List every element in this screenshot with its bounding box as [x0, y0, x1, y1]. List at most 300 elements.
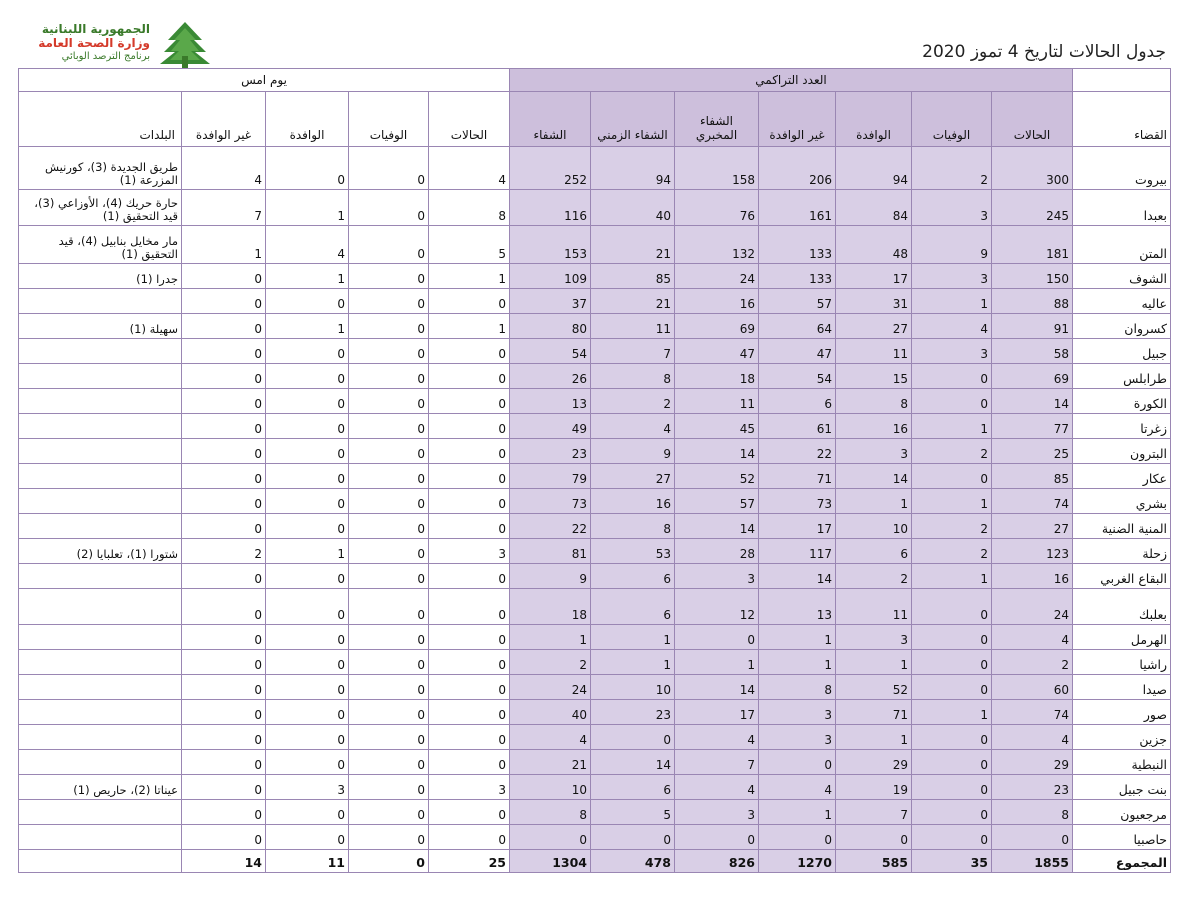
cumulative-value-cell: 0 — [912, 825, 992, 850]
yesterday-value-cell: 0 — [182, 589, 266, 625]
cumulative-value-cell: 3 — [912, 190, 992, 226]
cumulative-value-cell: 26 — [510, 364, 591, 389]
table-row — [19, 489, 1171, 514]
table-row — [19, 339, 1171, 364]
yesterday-value-cell: 0 — [182, 414, 266, 439]
district-name-cell: زغرتا — [1073, 414, 1171, 439]
cumulative-value-cell: 11 — [836, 339, 912, 364]
district-name-cell: عاليه — [1073, 289, 1171, 314]
cumulative-value-cell: 1 — [912, 700, 992, 725]
yesterday-value-cell: 0 — [429, 800, 510, 825]
cumulative-value-cell: 73 — [510, 489, 591, 514]
towns-cell — [19, 464, 182, 489]
yesterday-value-cell: 8 — [429, 190, 510, 226]
yesterday-value-cell: 0 — [182, 625, 266, 650]
yesterday-value-cell: 0 — [349, 464, 429, 489]
district-name-cell: كسروان — [1073, 314, 1171, 339]
cumulative-value-cell: 1855 — [992, 850, 1073, 873]
cumulative-value-cell: 21 — [510, 750, 591, 775]
cumulative-value-cell: 14 — [591, 750, 675, 775]
yesterday-value-cell: 0 — [266, 564, 349, 589]
cumulative-value-cell: 22 — [759, 439, 836, 464]
cumulative-value-cell: 17 — [675, 700, 759, 725]
yesterday-value-cell: 0 — [429, 625, 510, 650]
yesterday-value-cell: 0 — [266, 339, 349, 364]
cumulative-value-cell: 133 — [759, 226, 836, 264]
yesterday-value-cell: 0 — [266, 725, 349, 750]
cumulative-value-cell: 3 — [675, 564, 759, 589]
yesterday-value-cell: 0 — [266, 414, 349, 439]
cumulative-value-cell: 23 — [510, 439, 591, 464]
header-y-deaths: الوفيات — [349, 92, 429, 147]
table-row — [19, 650, 1171, 675]
cumulative-value-cell: 1 — [675, 650, 759, 675]
logo-line-1: الجمهورية اللبنانية — [41, 22, 150, 36]
group-cumulative: العدد التراكمي — [510, 69, 1073, 92]
cumulative-value-cell: 8 — [510, 800, 591, 825]
yesterday-value-cell: 0 — [182, 314, 266, 339]
cumulative-value-cell: 54 — [759, 364, 836, 389]
towns-cell — [19, 625, 182, 650]
cumulative-value-cell: 0 — [591, 725, 675, 750]
towns-cell — [19, 589, 182, 625]
cumulative-value-cell: 0 — [759, 825, 836, 850]
yesterday-value-cell: 1 — [266, 190, 349, 226]
yesterday-value-cell: 0 — [429, 589, 510, 625]
cumulative-value-cell: 16 — [836, 414, 912, 439]
district-name-cell: طرابلس — [1073, 364, 1171, 389]
cumulative-value-cell: 123 — [992, 539, 1073, 564]
cumulative-value-cell: 85 — [992, 464, 1073, 489]
yesterday-value-cell: 0 — [266, 800, 349, 825]
yesterday-value-cell: 4 — [266, 226, 349, 264]
cumulative-value-cell: 2 — [912, 539, 992, 564]
cumulative-value-cell: 81 — [510, 539, 591, 564]
district-name-cell: بيروت — [1073, 147, 1171, 190]
cumulative-value-cell: 53 — [591, 539, 675, 564]
cumulative-value-cell: 4 — [510, 725, 591, 750]
cumulative-value-cell: 3 — [759, 700, 836, 725]
district-name-cell: المتن — [1073, 226, 1171, 264]
cumulative-value-cell: 4 — [992, 725, 1073, 750]
cumulative-value-cell: 181 — [992, 226, 1073, 264]
cumulative-value-cell: 58 — [992, 339, 1073, 364]
header-c-deaths: الوفيات — [912, 92, 992, 147]
cumulative-value-cell: 21 — [591, 289, 675, 314]
yesterday-value-cell: 1 — [266, 264, 349, 289]
cumulative-value-cell: 11 — [675, 389, 759, 414]
towns-cell: طريق الجديدة (3)، كورنيش المزرعة (1) — [19, 147, 182, 190]
yesterday-value-cell: 0 — [182, 825, 266, 850]
cumulative-value-cell: 8 — [992, 800, 1073, 825]
yesterday-value-cell: 0 — [182, 514, 266, 539]
cumulative-value-cell: 14 — [675, 514, 759, 539]
yesterday-value-cell: 3 — [266, 775, 349, 800]
yesterday-value-cell: 0 — [182, 700, 266, 725]
yesterday-value-cell: 0 — [349, 589, 429, 625]
yesterday-value-cell: 0 — [429, 750, 510, 775]
cumulative-value-cell: 0 — [912, 675, 992, 700]
table-row — [19, 725, 1171, 750]
cumulative-value-cell: 2 — [912, 439, 992, 464]
yesterday-value-cell: 0 — [349, 850, 429, 873]
cumulative-value-cell: 9 — [510, 564, 591, 589]
towns-cell: شتورا (1)، تعلبايا (2) — [19, 539, 182, 564]
yesterday-value-cell: 0 — [266, 289, 349, 314]
yesterday-value-cell: 3 — [429, 775, 510, 800]
district-name-cell: المجموع — [1073, 850, 1171, 873]
cumulative-value-cell: 29 — [836, 750, 912, 775]
cumulative-value-cell: 71 — [759, 464, 836, 489]
cumulative-value-cell: 31 — [836, 289, 912, 314]
table-row — [19, 675, 1171, 700]
cumulative-value-cell: 6 — [836, 539, 912, 564]
cumulative-value-cell: 1 — [759, 800, 836, 825]
cumulative-value-cell: 13 — [510, 389, 591, 414]
yesterday-value-cell: 0 — [349, 339, 429, 364]
cumulative-value-cell: 150 — [992, 264, 1073, 289]
cumulative-value-cell: 6 — [759, 389, 836, 414]
cumulative-value-cell: 478 — [591, 850, 675, 873]
cumulative-value-cell: 15 — [836, 364, 912, 389]
yesterday-value-cell: 4 — [182, 147, 266, 190]
district-name-cell: بعبدا — [1073, 190, 1171, 226]
cumulative-value-cell: 47 — [759, 339, 836, 364]
cumulative-value-cell: 80 — [510, 314, 591, 339]
cumulative-value-cell: 27 — [591, 464, 675, 489]
cedar-icon — [156, 18, 214, 74]
table-row — [19, 589, 1171, 625]
cumulative-value-cell: 1 — [591, 650, 675, 675]
cumulative-value-cell: 300 — [992, 147, 1073, 190]
towns-cell — [19, 514, 182, 539]
cumulative-value-cell: 0 — [912, 589, 992, 625]
cumulative-value-cell: 94 — [836, 147, 912, 190]
yesterday-value-cell: 0 — [349, 147, 429, 190]
cumulative-value-cell: 17 — [836, 264, 912, 289]
cumulative-value-cell: 1 — [912, 414, 992, 439]
towns-cell — [19, 414, 182, 439]
yesterday-value-cell: 1 — [266, 314, 349, 339]
cumulative-value-cell: 4 — [675, 775, 759, 800]
towns-cell — [19, 439, 182, 464]
yesterday-value-cell: 0 — [182, 750, 266, 775]
towns-cell — [19, 725, 182, 750]
yesterday-value-cell: 0 — [266, 147, 349, 190]
cumulative-value-cell: 1270 — [759, 850, 836, 873]
cumulative-value-cell: 47 — [675, 339, 759, 364]
yesterday-value-cell: 0 — [182, 564, 266, 589]
table-row — [19, 564, 1171, 589]
yesterday-value-cell: 0 — [349, 414, 429, 439]
cumulative-value-cell: 74 — [992, 700, 1073, 725]
yesterday-value-cell: 25 — [429, 850, 510, 873]
cumulative-value-cell: 245 — [992, 190, 1073, 226]
yesterday-value-cell: 0 — [349, 314, 429, 339]
cumulative-value-cell: 161 — [759, 190, 836, 226]
cumulative-value-cell: 4 — [759, 775, 836, 800]
yesterday-value-cell: 0 — [266, 389, 349, 414]
cumulative-value-cell: 24 — [992, 589, 1073, 625]
cumulative-value-cell: 69 — [992, 364, 1073, 389]
yesterday-value-cell: 0 — [349, 625, 429, 650]
group-yesterday: يوم امس — [19, 69, 510, 92]
cumulative-value-cell: 14 — [992, 389, 1073, 414]
header-c-imported: الوافدة — [836, 92, 912, 147]
cumulative-value-cell: 133 — [759, 264, 836, 289]
cumulative-value-cell: 0 — [912, 364, 992, 389]
cumulative-value-cell: 4 — [912, 314, 992, 339]
table-row — [19, 289, 1171, 314]
cumulative-value-cell: 24 — [510, 675, 591, 700]
table-row — [19, 825, 1171, 850]
table-row — [19, 389, 1171, 414]
header-c-cases: الحالات — [992, 92, 1073, 147]
cumulative-value-cell: 1 — [912, 564, 992, 589]
table-row — [19, 514, 1171, 539]
cumulative-value-cell: 29 — [992, 750, 1073, 775]
table-row — [19, 464, 1171, 489]
table-row — [19, 190, 1171, 226]
cumulative-value-cell: 8 — [759, 675, 836, 700]
header-c-recovered: الشفاء — [510, 92, 591, 147]
towns-cell — [19, 750, 182, 775]
yesterday-value-cell: 0 — [349, 514, 429, 539]
cumulative-value-cell: 74 — [992, 489, 1073, 514]
cumulative-value-cell: 132 — [675, 226, 759, 264]
towns-cell: حارة حريك (4)، الأوزاعي (3)، قيد التحقيق (1) — [19, 190, 182, 226]
yesterday-value-cell: 0 — [182, 389, 266, 414]
cumulative-value-cell: 61 — [759, 414, 836, 439]
cumulative-value-cell: 7 — [836, 800, 912, 825]
cumulative-value-cell: 1 — [836, 650, 912, 675]
district-name-cell: عكار — [1073, 464, 1171, 489]
yesterday-value-cell: 0 — [266, 464, 349, 489]
towns-cell — [19, 339, 182, 364]
cumulative-value-cell: 2 — [836, 564, 912, 589]
moph-logo — [14, 10, 204, 66]
district-name-cell: الكورة — [1073, 389, 1171, 414]
yesterday-value-cell: 0 — [429, 725, 510, 750]
cumulative-value-cell: 0 — [510, 825, 591, 850]
cumulative-value-cell: 1304 — [510, 850, 591, 873]
cumulative-value-cell: 23 — [992, 775, 1073, 800]
cumulative-value-cell: 85 — [591, 264, 675, 289]
header-c-recovered-time: الشفاء الزمني — [591, 92, 675, 147]
group-empty — [1073, 69, 1171, 92]
district-name-cell: بنت جبيل — [1073, 775, 1171, 800]
yesterday-value-cell: 0 — [266, 364, 349, 389]
yesterday-value-cell: 3 — [429, 539, 510, 564]
yesterday-value-cell: 0 — [349, 700, 429, 725]
cumulative-value-cell: 3 — [675, 800, 759, 825]
cumulative-value-cell: 0 — [912, 725, 992, 750]
yesterday-value-cell: 1 — [429, 264, 510, 289]
district-name-cell: البقاع الغربي — [1073, 564, 1171, 589]
towns-cell: مار مخايل بنابيل (4)، قيد التحقيق (1) — [19, 226, 182, 264]
logo-text — [28, 22, 150, 64]
cumulative-value-cell: 25 — [992, 439, 1073, 464]
total-row — [19, 850, 1171, 873]
cumulative-value-cell: 0 — [912, 650, 992, 675]
table-row — [19, 800, 1171, 825]
yesterday-value-cell: 0 — [349, 439, 429, 464]
cumulative-value-cell: 49 — [510, 414, 591, 439]
cumulative-value-cell: 2 — [510, 650, 591, 675]
cumulative-value-cell: 1 — [591, 625, 675, 650]
cumulative-value-cell: 1 — [912, 289, 992, 314]
cumulative-value-cell: 73 — [759, 489, 836, 514]
cumulative-value-cell: 158 — [675, 147, 759, 190]
cumulative-value-cell: 10 — [591, 675, 675, 700]
yesterday-value-cell: 0 — [349, 825, 429, 850]
cumulative-value-cell: 1 — [510, 625, 591, 650]
cumulative-value-cell: 79 — [510, 464, 591, 489]
cumulative-value-cell: 69 — [675, 314, 759, 339]
cumulative-value-cell: 3 — [836, 625, 912, 650]
cumulative-value-cell: 64 — [759, 314, 836, 339]
yesterday-value-cell: 0 — [349, 289, 429, 314]
cumulative-value-cell: 6 — [591, 564, 675, 589]
cumulative-value-cell: 0 — [912, 389, 992, 414]
cumulative-value-cell: 3 — [759, 725, 836, 750]
cumulative-value-cell: 0 — [912, 464, 992, 489]
cumulative-value-cell: 153 — [510, 226, 591, 264]
cumulative-value-cell: 23 — [591, 700, 675, 725]
cumulative-value-cell: 14 — [836, 464, 912, 489]
cumulative-value-cell: 7 — [675, 750, 759, 775]
yesterday-value-cell: 0 — [182, 675, 266, 700]
cumulative-value-cell: 109 — [510, 264, 591, 289]
cumulative-value-cell: 9 — [591, 439, 675, 464]
district-name-cell: الشوف — [1073, 264, 1171, 289]
cumulative-value-cell: 2 — [591, 389, 675, 414]
cumulative-value-cell: 206 — [759, 147, 836, 190]
cumulative-value-cell: 54 — [510, 339, 591, 364]
cumulative-value-cell: 0 — [591, 825, 675, 850]
cumulative-value-cell: 16 — [992, 564, 1073, 589]
cumulative-value-cell: 7 — [591, 339, 675, 364]
yesterday-value-cell: 0 — [266, 750, 349, 775]
towns-cell — [19, 700, 182, 725]
yesterday-value-cell: 0 — [349, 725, 429, 750]
cumulative-value-cell: 71 — [836, 700, 912, 725]
cumulative-value-cell: 8 — [591, 364, 675, 389]
cumulative-value-cell: 16 — [675, 289, 759, 314]
yesterday-value-cell: 0 — [429, 675, 510, 700]
cumulative-value-cell: 88 — [992, 289, 1073, 314]
yesterday-value-cell: 0 — [266, 514, 349, 539]
table-row — [19, 775, 1171, 800]
yesterday-value-cell: 0 — [182, 775, 266, 800]
cumulative-value-cell: 14 — [759, 564, 836, 589]
district-name-cell: الهرمل — [1073, 625, 1171, 650]
yesterday-value-cell: 0 — [266, 675, 349, 700]
yesterday-value-cell: 0 — [429, 489, 510, 514]
table-row — [19, 147, 1171, 190]
cumulative-value-cell: 2 — [912, 514, 992, 539]
cumulative-value-cell: 37 — [510, 289, 591, 314]
cumulative-value-cell: 117 — [759, 539, 836, 564]
towns-cell: عيناتا (2)، حاريص (1) — [19, 775, 182, 800]
cumulative-value-cell: 6 — [591, 589, 675, 625]
cumulative-value-cell: 11 — [836, 589, 912, 625]
cumulative-value-cell: 40 — [510, 700, 591, 725]
cumulative-value-cell: 0 — [836, 825, 912, 850]
cumulative-value-cell: 826 — [675, 850, 759, 873]
header-c-non-imported: غير الوافدة — [759, 92, 836, 147]
yesterday-value-cell: 0 — [266, 439, 349, 464]
cumulative-value-cell: 10 — [510, 775, 591, 800]
logo-line-2: وزارة الصحة العامة — [38, 36, 150, 50]
yesterday-value-cell: 0 — [182, 725, 266, 750]
cumulative-value-cell: 28 — [675, 539, 759, 564]
cumulative-value-cell: 27 — [836, 314, 912, 339]
yesterday-value-cell: 0 — [349, 775, 429, 800]
logo-line-3: برنامج الترصد الوبائي — [61, 51, 150, 62]
table-row — [19, 364, 1171, 389]
cumulative-value-cell: 116 — [510, 190, 591, 226]
header-district: القضاء — [1073, 92, 1171, 147]
towns-cell: سهيلة (1) — [19, 314, 182, 339]
yesterday-value-cell: 0 — [429, 564, 510, 589]
cumulative-value-cell: 57 — [675, 489, 759, 514]
cumulative-value-cell: 84 — [836, 190, 912, 226]
table-row — [19, 314, 1171, 339]
yesterday-value-cell: 4 — [429, 147, 510, 190]
yesterday-value-cell: 0 — [182, 264, 266, 289]
yesterday-value-cell: 0 — [182, 364, 266, 389]
cumulative-value-cell: 94 — [591, 147, 675, 190]
yesterday-value-cell: 0 — [429, 700, 510, 725]
cumulative-value-cell: 8 — [836, 389, 912, 414]
cumulative-value-cell: 0 — [912, 800, 992, 825]
yesterday-value-cell: 11 — [266, 850, 349, 873]
cumulative-value-cell: 0 — [912, 750, 992, 775]
district-name-cell: جبيل — [1073, 339, 1171, 364]
cumulative-value-cell: 0 — [912, 775, 992, 800]
cumulative-value-cell: 52 — [836, 675, 912, 700]
cumulative-value-cell: 40 — [591, 190, 675, 226]
yesterday-value-cell: 0 — [349, 675, 429, 700]
cumulative-value-cell: 9 — [912, 226, 992, 264]
yesterday-value-cell: 0 — [182, 800, 266, 825]
header-y-non-imported: غير الوافدة — [182, 92, 266, 147]
towns-cell — [19, 800, 182, 825]
cumulative-value-cell: 16 — [591, 489, 675, 514]
cumulative-value-cell: 3 — [912, 339, 992, 364]
district-name-cell: بعلبك — [1073, 589, 1171, 625]
cumulative-value-cell: 3 — [912, 264, 992, 289]
yesterday-value-cell: 0 — [266, 700, 349, 725]
yesterday-value-cell: 0 — [429, 464, 510, 489]
yesterday-value-cell: 0 — [266, 489, 349, 514]
yesterday-value-cell: 0 — [266, 650, 349, 675]
yesterday-value-cell: 0 — [266, 589, 349, 625]
cumulative-value-cell: 19 — [836, 775, 912, 800]
header-y-cases: الحالات — [429, 92, 510, 147]
cumulative-value-cell: 14 — [675, 439, 759, 464]
yesterday-value-cell: 0 — [349, 800, 429, 825]
table-row — [19, 226, 1171, 264]
towns-cell: جدرا (1) — [19, 264, 182, 289]
cumulative-value-cell: 21 — [591, 226, 675, 264]
header-y-imported: الوافدة — [266, 92, 349, 147]
district-name-cell: البترون — [1073, 439, 1171, 464]
district-name-cell: جزين — [1073, 725, 1171, 750]
cumulative-value-cell: 4 — [992, 625, 1073, 650]
yesterday-value-cell: 0 — [349, 489, 429, 514]
